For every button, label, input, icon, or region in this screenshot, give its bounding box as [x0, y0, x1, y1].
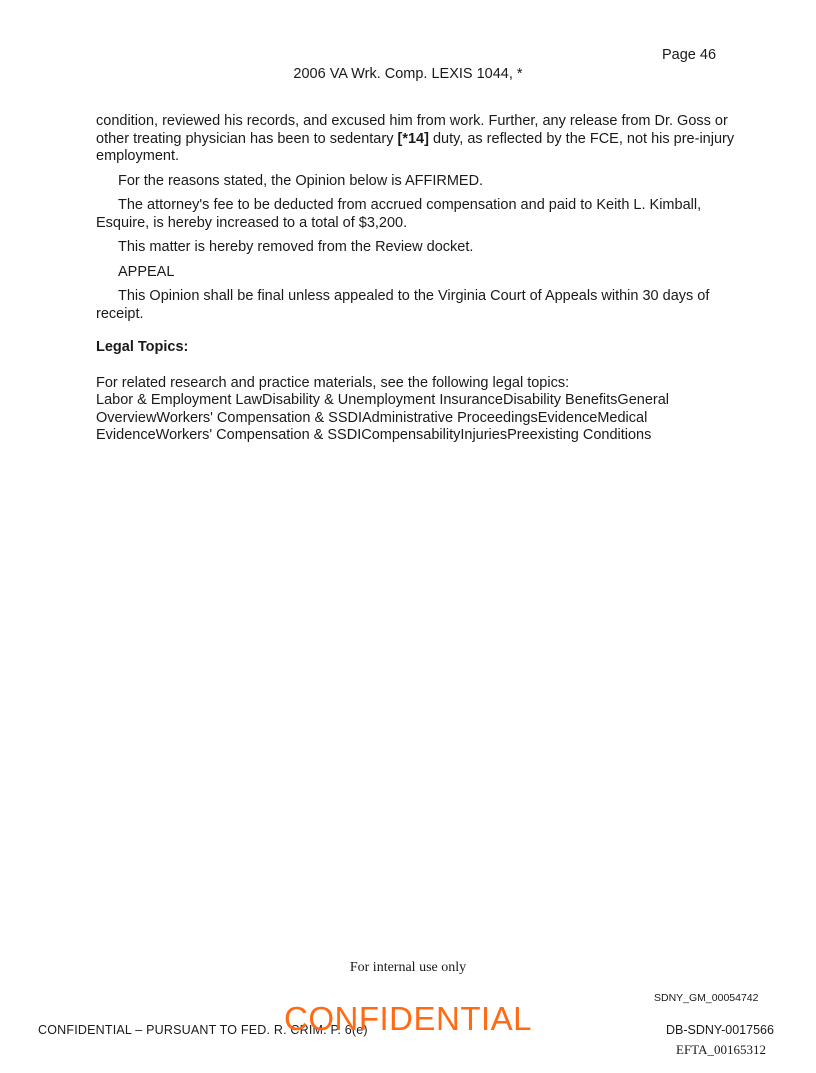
paragraph [96, 113, 736, 166]
paragraph: The attorney's fee to be deducted from accrued compensation and paid to Keith L. Kimball, Esquire, is hereby increased to a total of $3,200. [96, 197, 702, 231]
sdny-bates-number: SDNY_GM_00054742 [654, 992, 759, 1004]
db-bates-number: DB-SDNY-0017566 [666, 1023, 774, 1037]
page-number: Page 46 [662, 47, 717, 63]
confidential-watermark: CONFIDENTIAL [284, 1000, 533, 1037]
paragraph: This matter is hereby removed from the Review docket. [118, 239, 474, 255]
paragraph: This Opinion shall be final unless appealed to the Virginia Court of Appeals within 30 days of receipt. [96, 288, 710, 322]
legal-topics-intro: For related research and practice materials, see the following legal topics: [96, 374, 570, 391]
paragraph: For the reasons stated, the Opinion below is AFFIRMED. [118, 172, 484, 189]
paragraph: APPEAL [118, 263, 175, 280]
paragraph-text: condition, reviewed his records, and excused him from work. Further, any release from Dr. Goss or other treating physician has been to sedentary [96, 113, 728, 147]
legal-topics-list: Labor & Employment LawDisability & Unemployment InsuranceDisability BenefitsGeneral OverviewWorkers' Compensation & SSDIAdministrative ProceedingsEvidenceMedical EvidenceWorkers' Compensation & SSDICompensabilityInjuriesPreexisting Conditions [96, 392, 670, 443]
document-body [96, 113, 736, 445]
internal-use-notice: For internal use only [349, 960, 467, 975]
paragraph-text: duty, as reflected by the FCE, not his pre-injury employment. [96, 130, 735, 164]
star-page-marker: [*14] [397, 130, 429, 147]
confidential-notice: CONFIDENTIAL – PURSUANT TO FED. R. CRIM. P. 6(e) [38, 1023, 368, 1037]
legal-topics-heading: Legal Topics: [96, 339, 189, 355]
efta-bates-number: EFTA_00165312 [676, 1042, 766, 1057]
running-header: 2006 VA Wrk. Comp. LEXIS 1044, * [293, 66, 523, 82]
